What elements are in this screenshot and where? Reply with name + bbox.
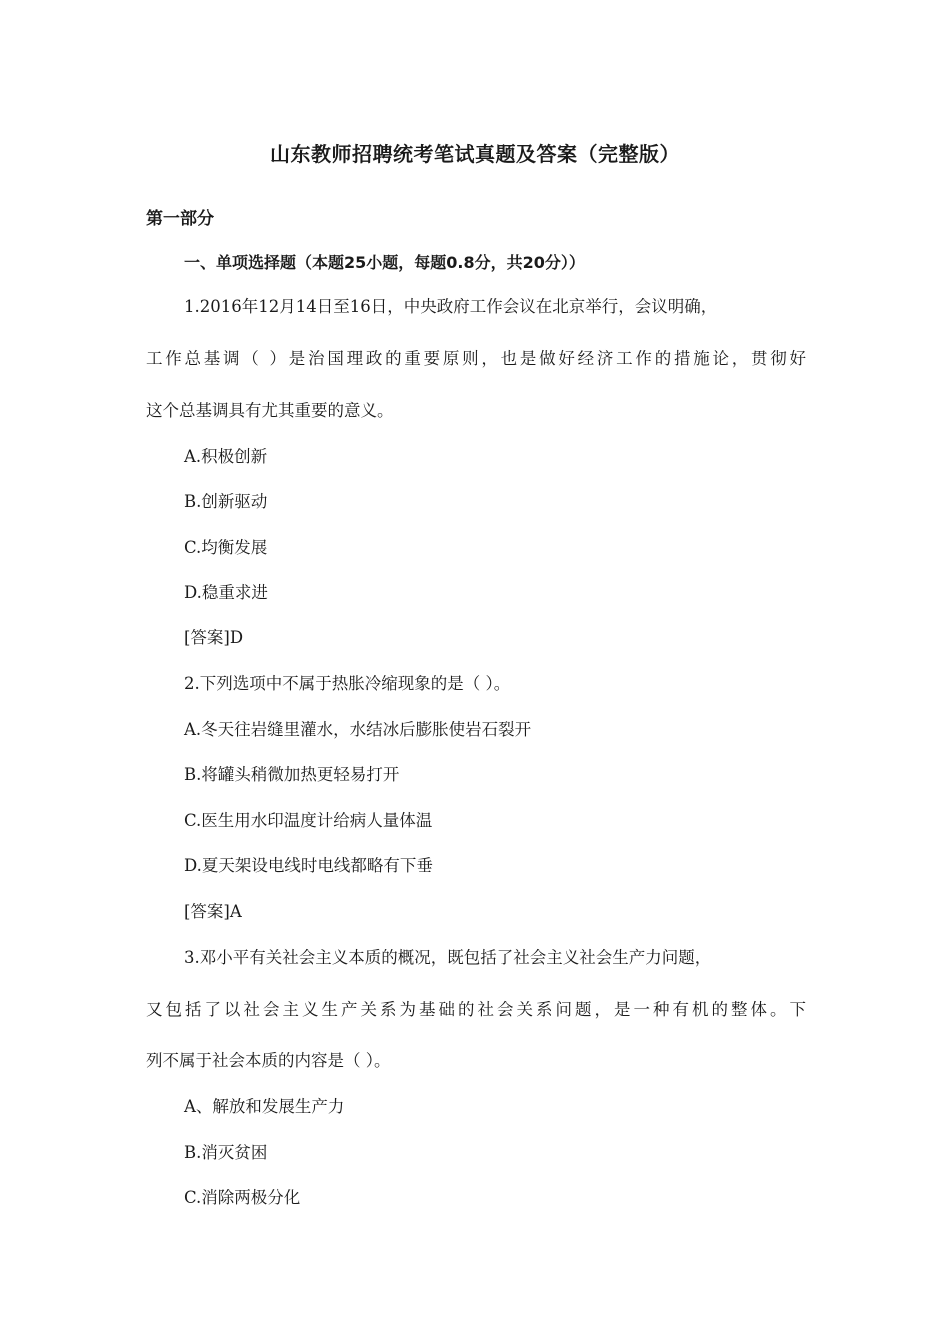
document-title: 山东教师招聘统考笔试真题及答案（完整版） <box>270 142 680 166</box>
question-2-option-d: D.夏天架设电线时电线都略有下垂 <box>184 856 433 875</box>
question-3-option-b: B.消灭贫困 <box>184 1143 268 1162</box>
question-3-line-2: 又包括了以社会主义生产关系为基础的社会关系问题，是一种有机的整体。下 <box>146 1000 806 1019</box>
question-1-answer: [答案]D <box>184 628 244 647</box>
question-1-option-c: C.均衡发展 <box>184 538 268 557</box>
question-3-line-3: 列不属于社会本质的内容是（ ）。 <box>146 1051 391 1070</box>
question-2-line-1: 2.下列选项中不属于热胀冷缩现象的是（ ）。 <box>184 674 511 693</box>
question-2-option-c: C.医生用水印温度计给病人量体温 <box>184 811 433 830</box>
question-1-option-a: A.积极创新 <box>184 447 268 466</box>
question-2-option-b: B.将罐头稍微加热更轻易打开 <box>184 765 400 784</box>
question-1-line-3: 这个总基调具有尤其重要的意义。 <box>146 401 394 420</box>
question-1-option-b: B.创新驱动 <box>184 492 268 511</box>
section-heading: 一、单项选择题（本题25小题，每题0.8分，共20分）） <box>184 253 585 272</box>
question-3-line-1: 3.邓小平有关社会主义本质的概况，既包括了社会主义社会生产力问题， <box>184 948 712 967</box>
question-3-option-c: C.消除两极分化 <box>184 1188 301 1207</box>
question-2-answer: [答案]A <box>184 902 242 921</box>
question-1-option-d: D.稳重求进 <box>184 583 268 602</box>
question-1-line-2: 工作总基调（ ）是治国理政的重要原则，也是做好经济工作的措施论，贯彻好 <box>146 349 806 368</box>
question-3-option-a: A、解放和发展生产力 <box>184 1097 345 1116</box>
part-heading: 第一部分 <box>146 209 214 229</box>
question-2-option-a: A.冬天往岩缝里灌水，水结冰后膨胀使岩石裂开 <box>184 720 532 739</box>
question-1-line-1: 1.2016年12月14日至16日，中央政府工作会议在北京举行，会议明确， <box>184 297 718 316</box>
